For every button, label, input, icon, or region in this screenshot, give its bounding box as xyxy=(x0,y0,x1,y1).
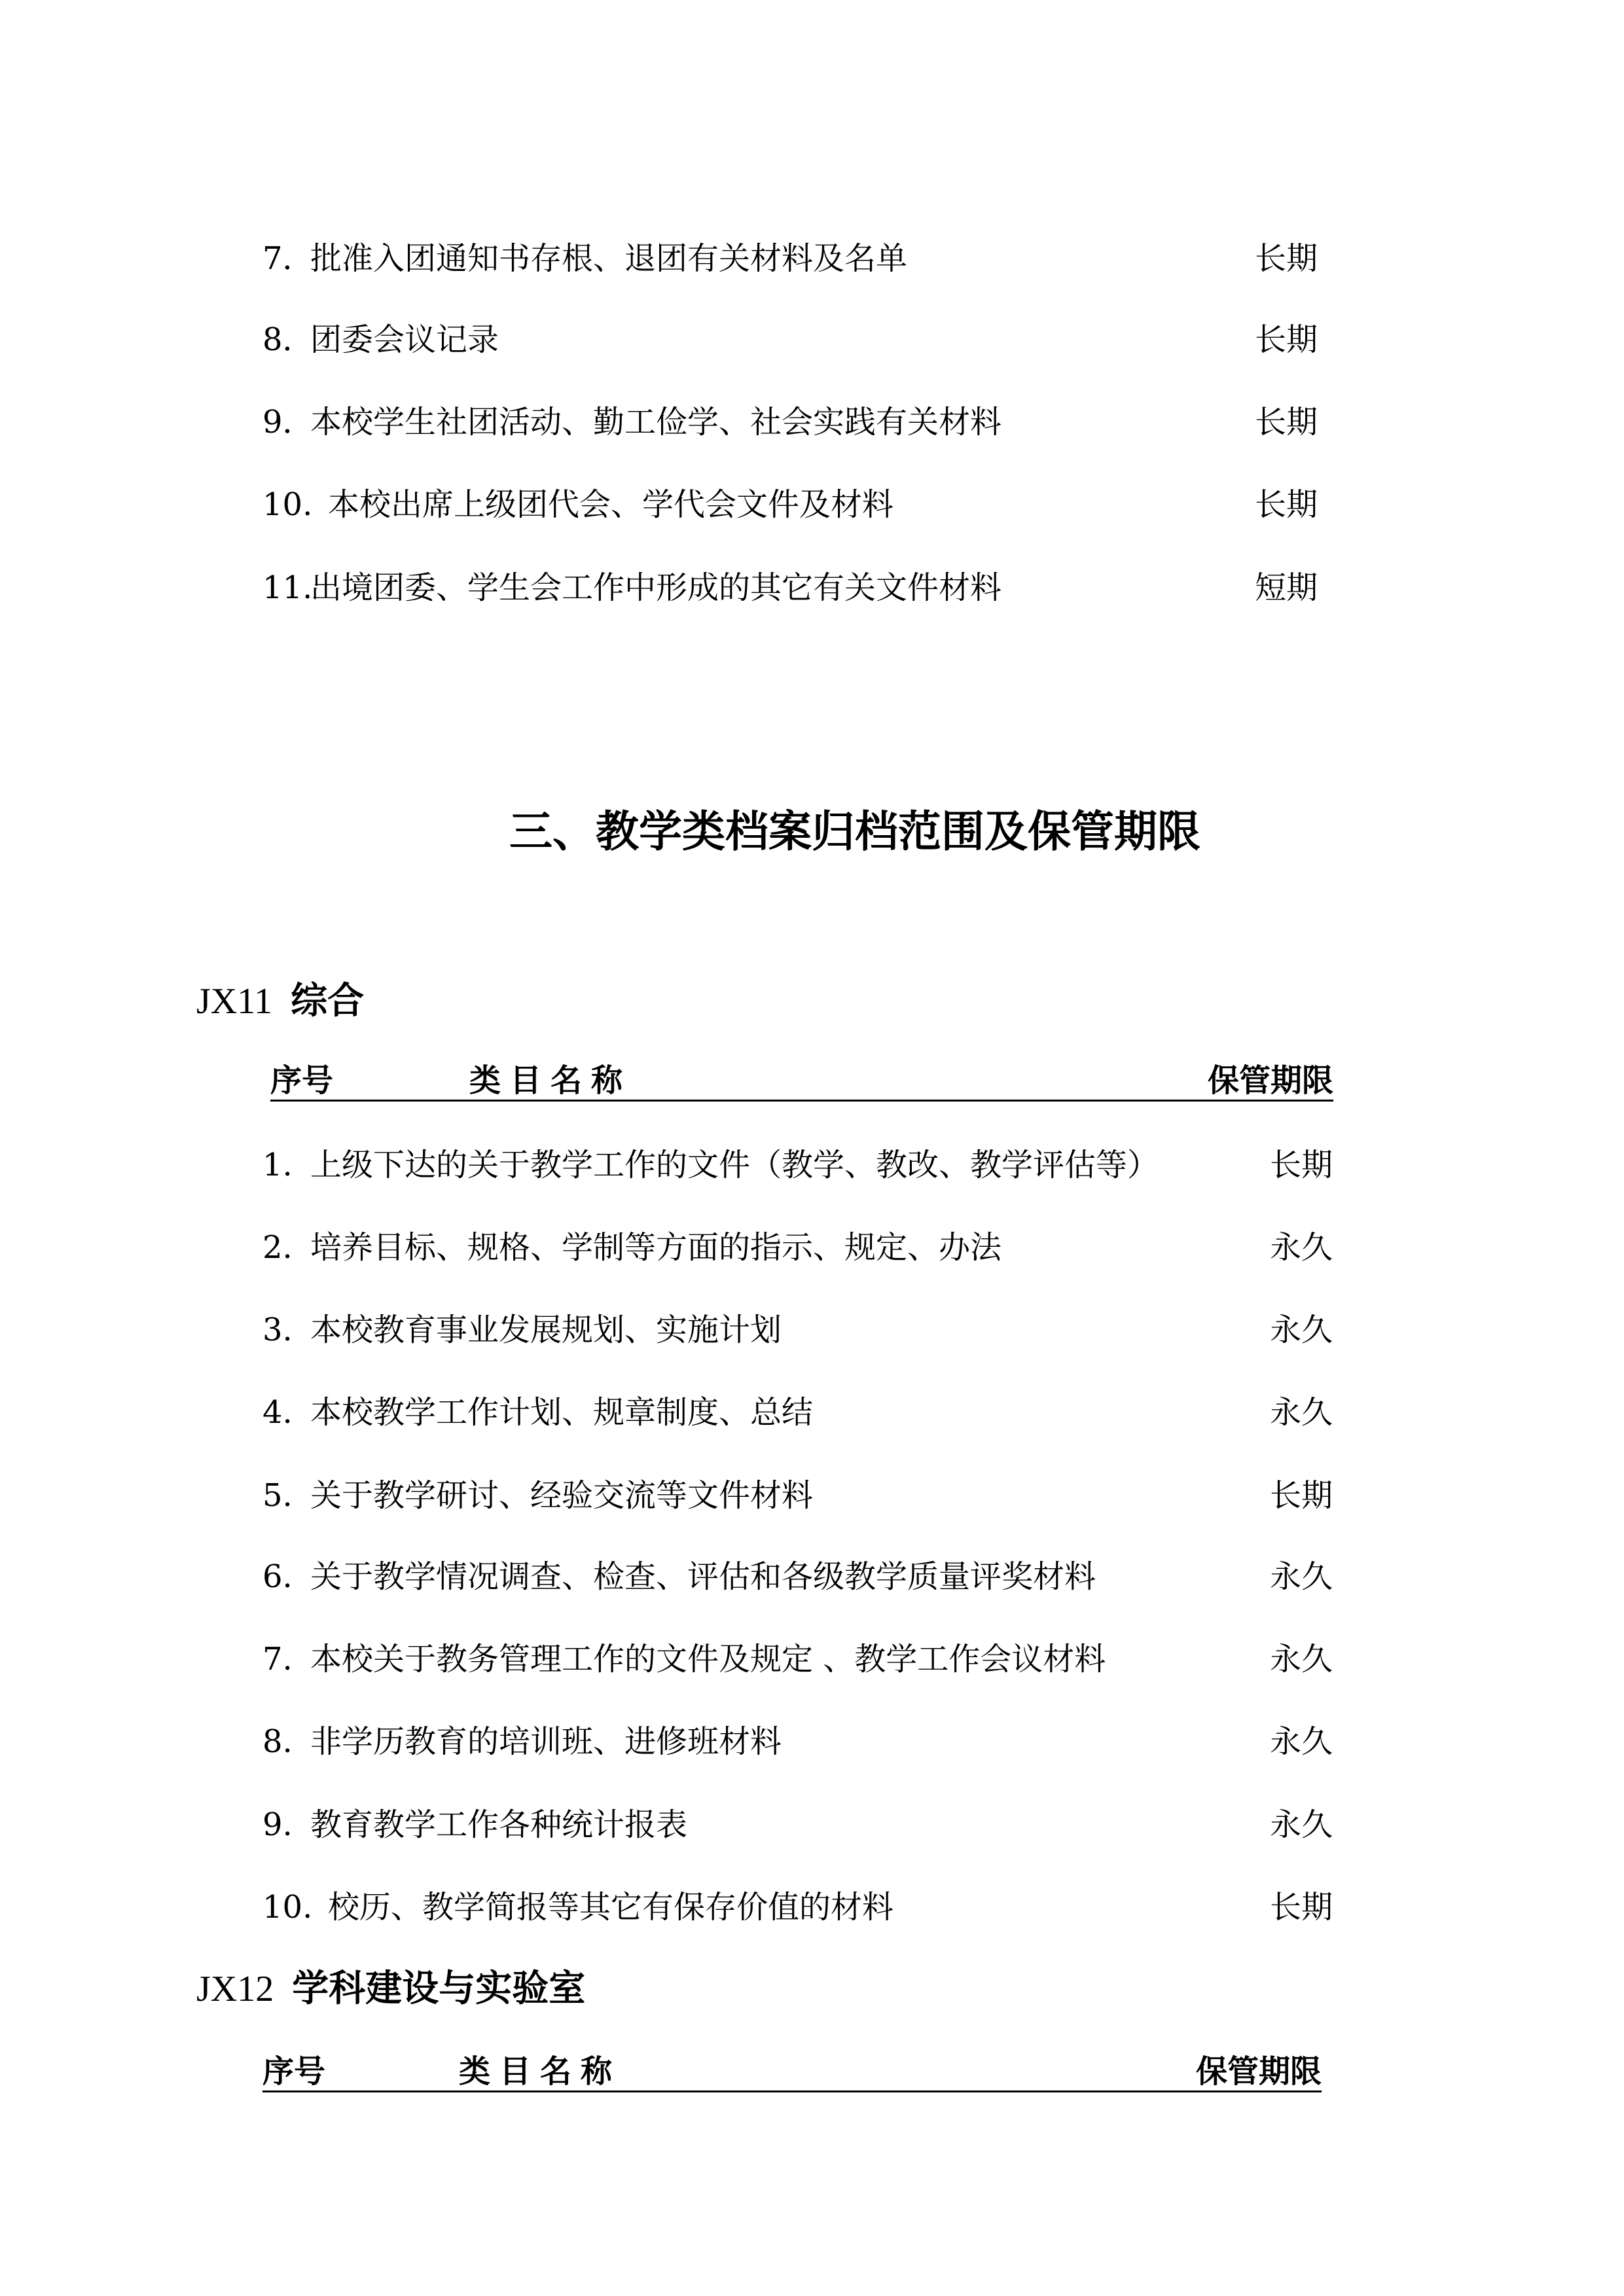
item-text: 本校出席上级团代会、学代会文件及材料 xyxy=(328,486,894,523)
item-number: 4. xyxy=(262,1394,293,1431)
header-number: 序号 xyxy=(270,1062,334,1099)
item-text: 本校学生社团活动、勤工俭学、社会实践有关材料 xyxy=(310,404,1002,440)
list-item xyxy=(262,1557,1349,1596)
table-header xyxy=(262,2053,1322,2092)
list-item xyxy=(262,239,1349,278)
section-heading: 三、教学类档案归档范围及保管期限 xyxy=(509,806,1200,857)
item-text: 培养目标、规格、学制等方面的指示、规定、办法 xyxy=(310,1229,1002,1266)
item-number: 7. xyxy=(262,1641,293,1677)
list-item xyxy=(262,1228,1349,1267)
item-number: 9. xyxy=(262,1806,293,1843)
list-item xyxy=(262,485,1349,524)
retention-period: 长期 xyxy=(1255,404,1318,440)
item-number: 10. xyxy=(262,1889,313,1926)
item-number: 9． xyxy=(262,404,314,440)
item-text: 本校教育事业发展规划、实施计划 xyxy=(310,1312,782,1348)
retention-period: 永久 xyxy=(1270,1641,1333,1677)
table-header xyxy=(270,1062,1333,1102)
category-title-jx12 xyxy=(196,1965,585,2011)
list-item xyxy=(262,1310,1349,1350)
item-text: 教育教学工作各种统计报表 xyxy=(310,1806,688,1843)
header-period: 保管期限 xyxy=(1195,2053,1322,2090)
item-number: 2. xyxy=(262,1229,293,1266)
item-text: 本校关于教务管理工作的文件及规定 、教学工作会议材料 xyxy=(310,1641,1106,1677)
item-text: 校历、教学简报等其它有保存价值的材料 xyxy=(328,1889,894,1926)
header-period: 保管期限 xyxy=(1207,1062,1333,1099)
list-item xyxy=(262,1722,1349,1761)
item-text: 本校教学工作计划、规章制度、总结 xyxy=(310,1394,814,1431)
list-item xyxy=(262,320,1349,359)
category-name: 学科建设与实验室 xyxy=(292,1967,586,2010)
retention-period: 长期 xyxy=(1255,240,1318,277)
item-number: 8． xyxy=(262,321,314,358)
retention-period: 永久 xyxy=(1270,1229,1333,1266)
list-item xyxy=(262,1888,1349,1927)
item-number: 8. xyxy=(262,1723,293,1760)
retention-period: 永久 xyxy=(1270,1806,1333,1843)
category-code: JX12 xyxy=(196,1969,274,2009)
list-item xyxy=(262,1805,1349,1844)
list-item xyxy=(262,568,1349,607)
item-number: 3. xyxy=(262,1312,293,1348)
retention-period: 长期 xyxy=(1270,1147,1333,1183)
retention-period: 长期 xyxy=(1255,321,1318,358)
category-name: 综合 xyxy=(291,979,365,1022)
list-item xyxy=(262,1640,1349,1679)
item-text: 出境团委、学生会工作中形成的其它有关文件材料 xyxy=(310,569,1002,606)
item-number: 5. xyxy=(262,1477,293,1514)
list-item xyxy=(262,1393,1349,1432)
retention-period: 永久 xyxy=(1270,1394,1333,1431)
category-title-jx11 xyxy=(196,978,364,1024)
item-number: 6. xyxy=(262,1558,293,1595)
header-name: 类目名称 xyxy=(469,1062,632,1099)
retention-period: 长期 xyxy=(1270,1889,1333,1926)
retention-period: 永久 xyxy=(1270,1723,1333,1760)
retention-period: 永久 xyxy=(1270,1312,1333,1348)
list-item xyxy=(262,403,1349,442)
item-text: 非学历教育的培训班、进修班材料 xyxy=(310,1723,782,1760)
retention-period: 长期 xyxy=(1270,1477,1333,1514)
header-name: 类目名称 xyxy=(459,2053,622,2090)
retention-period: 短期 xyxy=(1255,569,1318,606)
item-text: 批准入团通知书存根、退团有关材料及名单 xyxy=(310,240,908,277)
list-item xyxy=(262,1145,1349,1185)
item-text: 关于教学研讨、经验交流等文件材料 xyxy=(310,1477,814,1514)
item-text: 关于教学情况调查、检查、评估和各级教学质量评奖材料 xyxy=(310,1558,1096,1595)
header-number: 序号 xyxy=(262,2053,326,2090)
category-code: JX11 xyxy=(196,981,273,1022)
item-text: 团委会议记录 xyxy=(310,321,499,358)
item-number: 10. xyxy=(262,486,313,523)
list-item xyxy=(262,1476,1349,1515)
item-number: 7． xyxy=(262,240,314,277)
retention-period: 永久 xyxy=(1270,1558,1333,1595)
item-number: 1. xyxy=(262,1147,293,1183)
retention-period: 长期 xyxy=(1255,486,1318,523)
item-text: 上级下达的关于教学工作的文件（教学、教改、教学评估等） xyxy=(310,1147,1159,1183)
item-number: 11. xyxy=(262,569,313,606)
